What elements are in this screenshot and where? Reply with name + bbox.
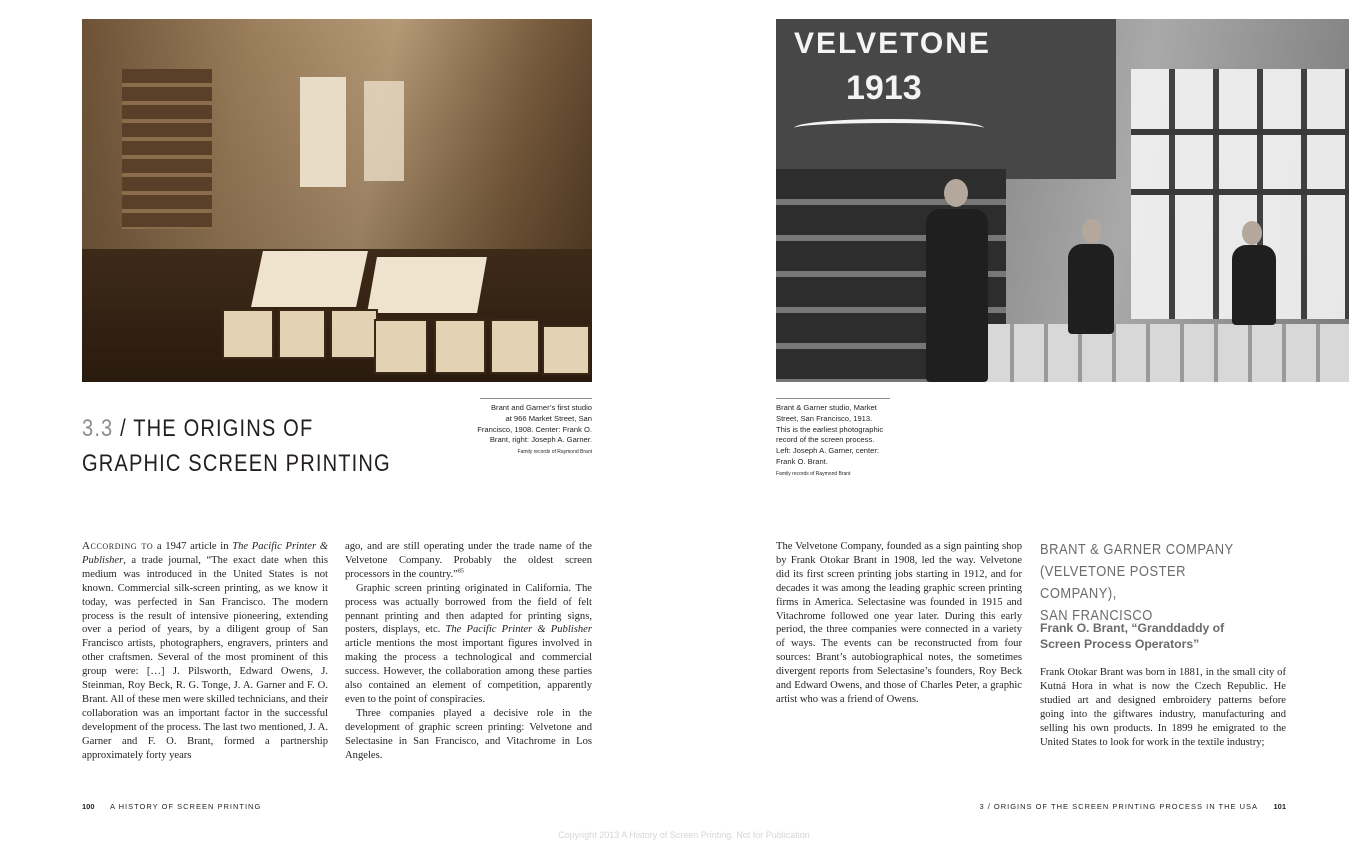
section-subhead [1040, 539, 1255, 627]
section-subsubhead [1040, 620, 1280, 652]
caption-line: record of the screen process. [776, 435, 875, 445]
paragraph: Frank Otokar Brant was born in 1881, in the small city of Kutná Hora in what is now the Czech Republic. He studied art and designed embroidery patterns before going into the giftwares industry, manufacturing and selling his own products. In 1899 he emigrated to the United States to look for work in the textile industry; [1040, 667, 1286, 748]
caption-credit: Family records of Raymond Brant [517, 449, 592, 456]
footnote-ref: 85 [457, 568, 464, 575]
box-shape [542, 325, 590, 375]
paragraph [345, 707, 592, 763]
caption-rule [480, 398, 592, 399]
caption-line: Brant & Garner studio, Market [776, 403, 877, 412]
window-shape [300, 77, 346, 187]
journal-title: The Pacific Printer & Publisher [82, 541, 328, 566]
photo-velvetone-studio [776, 19, 1349, 382]
page-title [82, 411, 394, 481]
caption-line: Brant and Garner’s first studio [490, 403, 592, 412]
window-bar [1131, 189, 1349, 195]
sign-swoosh [794, 119, 984, 137]
paper-shape [251, 251, 368, 307]
caption-credit: Family records of Raymond Brant [776, 470, 851, 477]
paragraph [82, 540, 328, 763]
caption-rule [776, 398, 890, 399]
page-number-left: 100 [82, 802, 95, 811]
figure-head [944, 179, 968, 207]
box-shape [278, 309, 326, 359]
caption-line: Brant, right: Joseph A. Garner. [489, 435, 592, 445]
box-shape [490, 319, 540, 374]
body-column-2 [345, 540, 592, 763]
paragraph [345, 540, 592, 582]
running-head-right: 3 / ORIGINS OF THE SCREEN PRINTING PROCESS IN THE USA [979, 802, 1259, 811]
box-shape [330, 309, 378, 359]
subhead-line: SAN FRANCISCO [1040, 607, 1153, 624]
body-column-4 [1040, 666, 1286, 749]
figure-shape [1232, 245, 1276, 325]
shelf-shape [122, 69, 212, 229]
paper-shape [367, 257, 487, 313]
print-table-shape [946, 324, 1349, 382]
running-head-left: A HISTORY OF SCREEN PRINTING [109, 802, 262, 811]
caption-line: Francisco, 1908. Center: Frank O. [477, 424, 592, 434]
title-line-2: GRAPHIC SCREEN PRINTING [82, 450, 391, 477]
subhead-line: BRANT & GARNER COMPANY [1040, 541, 1234, 558]
text-run: a 1947 article in [153, 541, 233, 552]
section-number: 3.3 [82, 415, 114, 442]
journal-title: The Pacific Printer & Publisher [445, 624, 592, 636]
page-number-right: 101 [1273, 802, 1286, 811]
caption-line: Street, San Francisco, 1913. [776, 413, 873, 423]
subsubhead-line: Screen Process Operators” [1040, 637, 1200, 651]
text-run: Three companies played a decisive role in the development of graphic screen printing: Velvetone and Selectasine in San Francisco, and Vitachrome in Los Angeles. [345, 707, 592, 761]
text-run: Graphic screen printing originated in California. The process was actually borrowed from the field of felt pennant printing and then adapted for printing signs, posters, displays, etc. [345, 582, 592, 636]
figure-head [1242, 221, 1262, 245]
figure-shape [1068, 244, 1114, 334]
body-column-1 [82, 540, 328, 763]
title-separator: / [120, 415, 127, 442]
text-run: article mentions the most important figures involved in making the process a technological and commercial success. However, the collaboration among these parties also contained an element of competition, apparently even to the point of conspiracies. [345, 638, 592, 705]
subhead-line: (VELVETONE POSTER COMPANY), [1040, 563, 1186, 602]
box-shape [222, 309, 274, 359]
lead-in: According to [82, 540, 154, 552]
subsubhead-line: Frank O. Brant, “Granddaddy of [1040, 621, 1225, 635]
caption-line: Left: Joseph A. Garner, center: [776, 446, 879, 456]
window-bar [1131, 129, 1349, 135]
box-shape [434, 319, 486, 374]
sign-text: VELVETONE [794, 27, 991, 60]
caption-line: Frank O. Brant. [776, 456, 828, 466]
figure-head [1082, 219, 1102, 243]
title-line-1: THE ORIGINS OF [133, 415, 314, 442]
caption-line: This is the earliest photographic [776, 424, 884, 434]
caption-left [462, 403, 592, 456]
copyright-notice: Copyright 2013 A History of Screen Printing. Not for Publication [558, 830, 810, 840]
photo-first-studio [82, 19, 592, 382]
sign-year: 1913 [846, 69, 922, 107]
text-run: , a trade journal, “The exact date when this medium was introduced in the United States is not known. Commercial silk-screen printing, as we know it today, was perfected in San Francisco. The modern process is the result of intensive pioneering, extending over a period of years, by a diligent group of San Francisco artists, photographers, engravers, printers and other craftsmen. Several of the most prominent of this group were: […] J. Pilsworth, Edward Owens, J. Steinman, Roy Beck, R. G. Tonge, J. A. Garner and F. O. Brant. All of these men were skilled technicians, and their collaboration was an important factor in the successful development of the process. The last two mentioned, J. A. Garner and F. O. Brant, formed a partnership approximately forty years [82, 554, 328, 761]
paragraph: The Velvetone Company, founded as a sign painting shop by Frank Otokar Brant in 1908, led the way. Velvetone did its first screen printing jobs starting in 1912, and for decades it was among the leading graphic screen printing firms in America. Selectasine was founded in 1915 and Vitachrome followed one year later. During this early period, the three companies were connected in a variety of ways. The events can be reconstructed from four sources: Brant’s autobiographical notes, the sometimes divergent reports from Selectasine’s founders, Roy Beck and Edward Owens, and those of Charles Peter, a graphic artist who was a friend of Owens. [776, 541, 1022, 705]
body-column-3 [776, 540, 1022, 707]
caption-right [776, 403, 916, 478]
window-shape [364, 81, 404, 181]
figure-shape [926, 209, 988, 382]
paragraph [345, 582, 592, 707]
caption-line: at 966 Market Street, San [505, 413, 592, 423]
box-shape [374, 319, 428, 374]
footer-left [82, 802, 261, 811]
text-run: ago, and are still operating under the trade name of the Velvetone Company. Probably the oldest screen processors in the country.” [345, 541, 592, 580]
footer-right [979, 802, 1286, 811]
